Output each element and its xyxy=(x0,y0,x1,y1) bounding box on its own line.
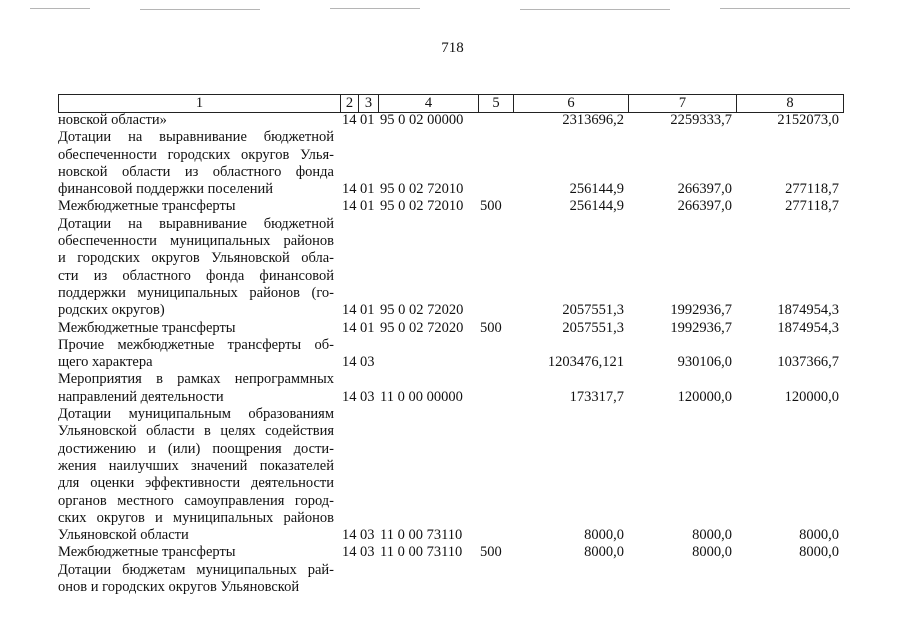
amount-col7: 120000,0 xyxy=(677,388,732,405)
section-code: 14 xyxy=(342,112,357,128)
scan-artifact xyxy=(140,9,260,10)
amount-col6: 256144,9 xyxy=(569,181,624,198)
row-label xyxy=(58,371,340,406)
table-row xyxy=(58,371,843,406)
amount-col7: 930106,0 xyxy=(677,354,732,371)
target-article-code: 11 0 00 73110 xyxy=(380,527,463,544)
row-label xyxy=(58,406,340,544)
row-label-line: жения наилучших значений показателей xyxy=(58,457,334,474)
subsection-code: 01 xyxy=(360,198,375,215)
page-number: 718 xyxy=(441,40,464,56)
section-code: 14 xyxy=(342,198,357,215)
row-label xyxy=(58,320,340,337)
scan-artifact xyxy=(520,9,670,10)
column-header: 1 xyxy=(59,95,341,113)
row-label-line: направлений деятельности xyxy=(58,388,224,405)
target-article-code: 95 0 02 72020 xyxy=(380,302,464,319)
expense-type-code: 500 xyxy=(480,319,502,336)
target-article-code: 95 0 02 72010 xyxy=(380,198,464,215)
expense-type-code xyxy=(478,562,513,597)
section-code: 14 xyxy=(342,527,357,544)
target-article-code: 95 0 02 00000 xyxy=(380,112,464,128)
amount-col7: 2259333,7 xyxy=(670,112,732,128)
column-header: 2 xyxy=(341,95,359,113)
amount-col6: 1203476,121 xyxy=(547,354,624,371)
amount-col6: 2313696,2 xyxy=(562,112,624,128)
row-label-line: новской области из областного фонда xyxy=(58,163,334,180)
row-label-line: Межбюджетные трансферты xyxy=(58,198,236,215)
row-label-line: органов местного самоуправления город- xyxy=(58,492,334,509)
table-row xyxy=(58,337,843,372)
row-label-line: обеспеченности муниципальных районов xyxy=(58,233,334,250)
row-label xyxy=(58,216,340,320)
amount-col6: 8000,0 xyxy=(584,544,624,561)
row-label-line: Дотации бюджетам муниципальных рай- xyxy=(58,561,334,578)
row-label-line: Межбюджетные трансферты xyxy=(58,319,236,336)
subsection-code: 01 xyxy=(360,302,375,319)
expense-type-code xyxy=(478,216,513,320)
target-article-code: 11 0 00 00000 xyxy=(380,388,463,405)
amount-col6: 173317,7 xyxy=(569,388,624,405)
amount-col8: 2152073,0 xyxy=(777,112,839,128)
section-code: 14 xyxy=(342,302,357,319)
row-label-line: родских округов) xyxy=(58,302,165,319)
amount-col8: 8000,0 xyxy=(799,527,839,544)
section-code: 14 xyxy=(342,181,357,198)
expense-type-code: 500 xyxy=(480,544,502,561)
row-label-line: Дотации на выравнивание бюджетной xyxy=(58,215,334,232)
table-row xyxy=(58,112,843,129)
table-row xyxy=(58,198,843,215)
budget-rows xyxy=(58,112,843,596)
amount-col8: 1874954,3 xyxy=(777,319,839,336)
amount-col8: 1037366,7 xyxy=(777,354,839,371)
scan-artifact xyxy=(30,8,90,9)
column-header: 5 xyxy=(479,95,514,113)
subsection-code: 03 xyxy=(360,527,375,544)
column-header: 8 xyxy=(737,95,844,113)
amount-col7: 8000,0 xyxy=(692,527,732,544)
amount-col8: 277118,7 xyxy=(785,181,839,198)
row-label-line: онов и городских округов Ульяновской xyxy=(58,579,300,596)
row-label-line: для оценки эффективности деятельности xyxy=(58,475,334,492)
subsection-code xyxy=(358,562,378,597)
amount-col7: 1992936,7 xyxy=(670,302,732,319)
table-row xyxy=(58,562,843,597)
section-code: 14 xyxy=(342,354,357,371)
budget-table xyxy=(58,112,843,596)
section-code: 14 xyxy=(342,319,357,336)
amount-col7 xyxy=(628,562,736,597)
expense-type-code xyxy=(478,129,513,198)
amount-col8 xyxy=(736,562,843,597)
column-header: 6 xyxy=(514,95,629,113)
section-code: 14 xyxy=(342,544,357,561)
target-article-code xyxy=(378,562,478,597)
column-header-row xyxy=(59,95,844,113)
expense-type-code xyxy=(478,371,513,406)
column-header: 3 xyxy=(359,95,379,113)
row-label xyxy=(58,337,340,372)
amount-col6: 2057551,3 xyxy=(562,319,624,336)
table-row xyxy=(58,129,843,198)
column-header: 7 xyxy=(629,95,737,113)
amount-col7: 1992936,7 xyxy=(670,319,732,336)
row-label-line: Дотации муниципальным образованиям xyxy=(58,406,334,423)
row-label xyxy=(58,198,340,215)
target-article-code: 95 0 02 72020 xyxy=(380,319,464,336)
row-label-line: поддержки муниципальных районов (го- xyxy=(58,284,334,301)
amount-col6: 8000,0 xyxy=(584,527,624,544)
target-article-code: 11 0 00 73110 xyxy=(380,544,463,561)
table-row xyxy=(58,544,843,561)
subsection-code: 01 xyxy=(360,181,375,198)
amount-col8: 1874954,3 xyxy=(777,302,839,319)
row-label-line: Ульяновской области xyxy=(58,527,189,544)
amount-col6: 256144,9 xyxy=(569,198,624,215)
subsection-code: 03 xyxy=(360,388,375,405)
table-row xyxy=(58,406,843,544)
subsection-code: 01 xyxy=(360,112,375,128)
expense-type-code: 500 xyxy=(480,198,502,215)
scan-artifact xyxy=(720,8,850,9)
amount-col7: 8000,0 xyxy=(692,544,732,561)
row-label xyxy=(58,562,340,597)
expense-type-code xyxy=(478,406,513,544)
subsection-code: 03 xyxy=(360,354,375,371)
target-article-code xyxy=(378,337,478,372)
section-code: 14 xyxy=(342,388,357,405)
section-code xyxy=(340,562,358,597)
row-label-line: финансовой поддержки поселений xyxy=(58,181,274,198)
row-label-line: Межбюджетные трансферты xyxy=(58,544,236,561)
expense-type-code xyxy=(478,337,513,372)
amount-col7: 266397,0 xyxy=(677,181,732,198)
target-article-code: 95 0 02 72010 xyxy=(380,181,464,198)
row-label-line: Ульяновской области в целях содействия xyxy=(58,423,334,440)
row-label-line: щего характера xyxy=(58,354,153,371)
subsection-code: 03 xyxy=(360,544,375,561)
amount-col6 xyxy=(513,562,628,597)
row-label-line: и городских округов Ульяновской обла- xyxy=(58,250,334,267)
column-header: 4 xyxy=(379,95,479,113)
amount-col8: 8000,0 xyxy=(799,544,839,561)
row-label xyxy=(58,112,340,129)
table-row xyxy=(58,216,843,320)
row-label-line: Мероприятия в рамках непрограммных xyxy=(58,371,334,388)
row-label-line: сти из областного фонда финансовой xyxy=(58,267,334,284)
amount-col7: 266397,0 xyxy=(677,198,732,215)
row-label-line: обеспеченности городских округов Улья- xyxy=(58,146,334,163)
row-label xyxy=(58,544,340,561)
amount-col6: 2057551,3 xyxy=(562,302,624,319)
amount-col8: 120000,0 xyxy=(784,388,839,405)
amount-col8: 277118,7 xyxy=(785,198,839,215)
table-row xyxy=(58,320,843,337)
row-label-line: Прочие межбюджетные трансферты об- xyxy=(58,336,334,353)
row-label-line: достижению и (или) поощрения дости- xyxy=(58,440,334,457)
row-label-line: Дотации на выравнивание бюджетной xyxy=(58,129,334,146)
expense-type-code xyxy=(478,112,513,129)
scan-artifact xyxy=(330,8,420,9)
row-label-line: ских округов и муниципальных районов xyxy=(58,509,334,526)
row-label-line: новской области» xyxy=(58,112,167,128)
row-label xyxy=(58,129,340,198)
column-header-table xyxy=(58,94,844,113)
subsection-code: 01 xyxy=(360,319,375,336)
